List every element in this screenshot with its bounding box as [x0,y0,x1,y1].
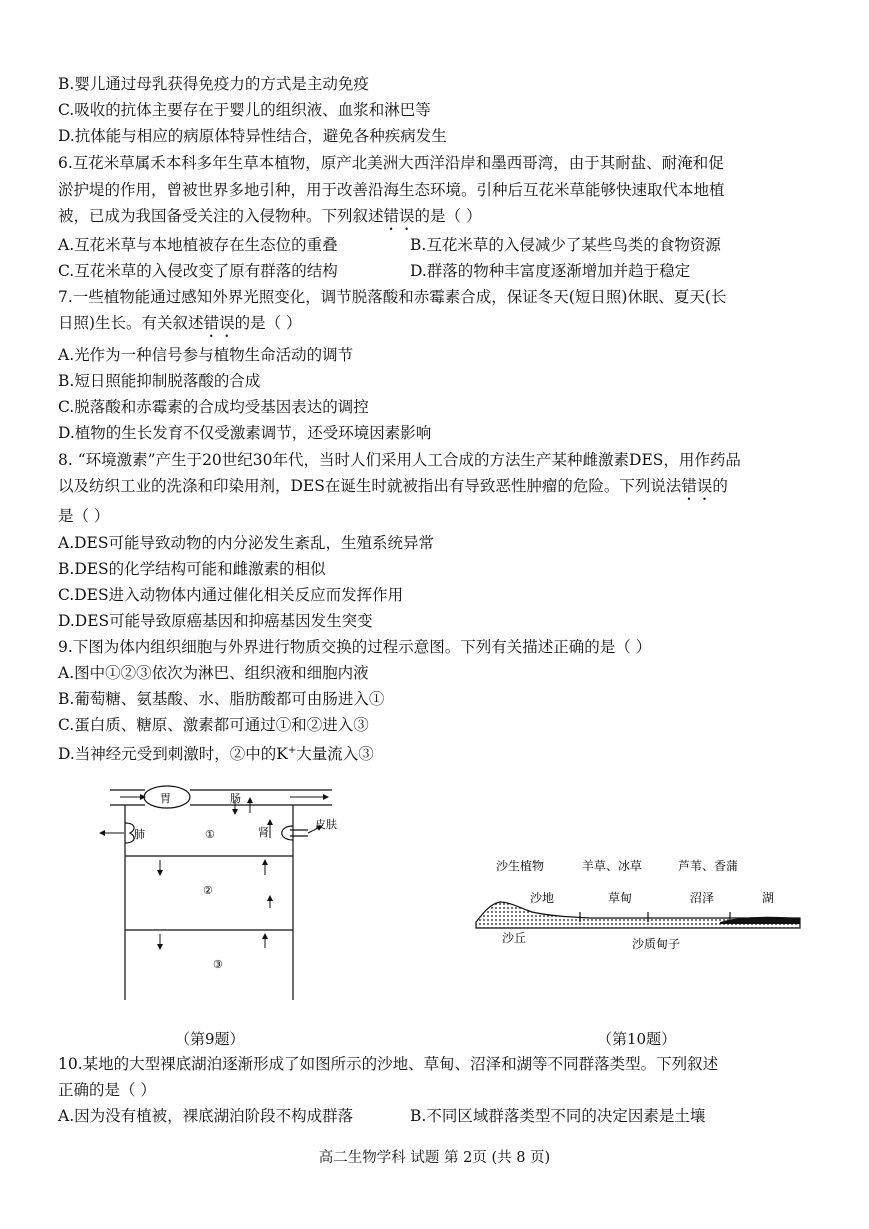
label-plant-meadow: 羊草、冰草 [582,859,643,873]
q8-option-d: D.DES可能导致原癌基因和抑癌基因发生突变 [58,612,373,630]
q7-stem-line2: 日照)生长。有关叙述错误的是（ ） [58,314,302,332]
q8-stem-line1: 8. “环境激素”产生于20世纪30年代，当时人们采用人工合成的方法生产某种雌激素DES，用作药品 [58,451,741,469]
label-lung: 肺 [134,828,145,841]
label-plant-sand: 沙生植物 [496,859,545,873]
q10-stem-line2: 正确的是（ ） [58,1081,156,1099]
q7-option-b: B.短日照能抑制脱落酸的合成 [58,372,261,390]
q6-stem-line2: 淤护堤的作用，曾被世界多地引种，用于改善沿海生态环境。引种后互花米草能够快速取代本地植 [58,181,725,199]
terrain-profile [476,902,800,928]
q8-option-c: C.DES进入动物体内通过催化相关反应而发挥作用 [58,586,404,604]
label-plant-marsh: 芦苇、香蒲 [678,859,739,873]
emphasis-mark: 错误 [383,207,415,225]
label-meadow-soil: 沙质甸子 [632,937,681,951]
emphasis-mark: 错误 [203,314,235,332]
q5-option-c: C.吸收的抗体主要存在于婴儿的组织液、血浆和淋巴等 [58,101,431,119]
q9-stem: 9.下图为体内组织细胞与外界进行物质交换的过程示意图。下列有关描述正确的是（ ） [58,638,652,656]
q8-option-b: B.DES的化学结构可能和雌激素的相似 [58,560,326,578]
q9-option-b: B.葡萄糖、氨基酸、水、脂肪酸都可由肠进入① [58,690,385,708]
label-zone-sand: 沙地 [530,891,555,905]
q5-option-b: B.婴儿通过母乳获得免疫力的方式是主动免疫 [58,75,369,93]
q8-stem-line2: 以及纺织工业的洗涤和印染用剂，DES在诞生时就被指出有导致恶性肿瘤的危险。下列说法错误的 [58,477,728,495]
q7-option-c: C.脱落酸和赤霉素的合成均受基因表达的调控 [58,398,369,416]
q9-option-a: A.图中①②③依次为淋巴、组织液和细胞内液 [58,664,369,682]
q10-option-b: B.不同区域群落类型不同的决定因素是土壤 [410,1107,706,1125]
q10-stem-line1: 10.某地的大型裸底湖泊逐渐形成了如图所示的沙地、草甸、沼泽和湖等不同群落类型。下列叙述 [58,1055,719,1073]
label-stomach: 胃 [160,792,171,805]
page-footer: 高二生物学科 试题 第 2页 (共 8 页) [318,1150,551,1166]
label-zone-lake: 湖 [762,891,775,905]
q6-stem-line3: 被，已成为我国备受关注的入侵物种。下列叙述错误的是（ ） [58,207,482,225]
label-zone-meadow: 草甸 [608,891,633,905]
label-compartment-1: ① [205,828,215,841]
figure-10-caption: （第10题） [597,1030,677,1048]
q5-option-d: D.抗体能与相应的病原体特异性结合，避免各种疾病发生 [58,127,447,145]
figure-9-caption: （第9题） [175,1030,245,1048]
label-intestine: 肠 [230,792,241,805]
q8-stem-line3: 是（ ） [58,507,110,525]
q9-option-d: D.当神经元受到刺激时，②中的K+大量流入③ [58,745,374,764]
q10-option-a: A.因为没有植被，裸底湖泊阶段不构成群落 [58,1107,354,1125]
q6-option-b: B.互花米草的入侵减少了某些鸟类的食物资源 [410,236,721,254]
label-dune: 沙丘 [502,931,527,945]
figure-10-diagram [470,850,810,960]
q7-stem-line1: 7.一些植物能通过感知外界光照变化，调节脱落酸和赤霉素合成，保证冬天(短日照)休眠、夏天(长 [58,288,727,306]
q6-option-a: A.互花米草与本地植被存在生态位的重叠 [58,236,338,254]
label-zone-marsh: 沼泽 [690,891,715,905]
q6-option-d: D.群落的物种丰富度逐渐增加并趋于稳定 [410,262,691,280]
emphasis-mark: 错误 [681,477,713,495]
q9-option-c: C.蛋白质、糖原、激素都可通过①和②进入③ [58,716,369,734]
q8-option-a: A.DES可能导致动物的内分泌发生紊乱，生殖系统异常 [58,534,434,552]
label-compartment-3: ③ [213,958,223,971]
label-kidney: 肾 [258,826,269,839]
q6-option-c: C.互花米草的入侵改变了原有群落的结构 [58,262,338,280]
q7-option-d: D.植物的生长发育不仅受激素调节，还受环境因素影响 [58,424,432,442]
q6-stem-line1: 6.互花米草属禾本科多年生草本植物，原产北美洲大西洋沿岸和墨西哥湾，由于其耐盐、耐淹和促 [58,154,724,172]
label-skin: 皮肤 [315,818,337,831]
label-compartment-2: ② [203,884,213,897]
q7-option-a: A.光作为一种信号参与植物生命活动的调节 [58,346,354,364]
figure-9-diagram [90,778,350,1006]
